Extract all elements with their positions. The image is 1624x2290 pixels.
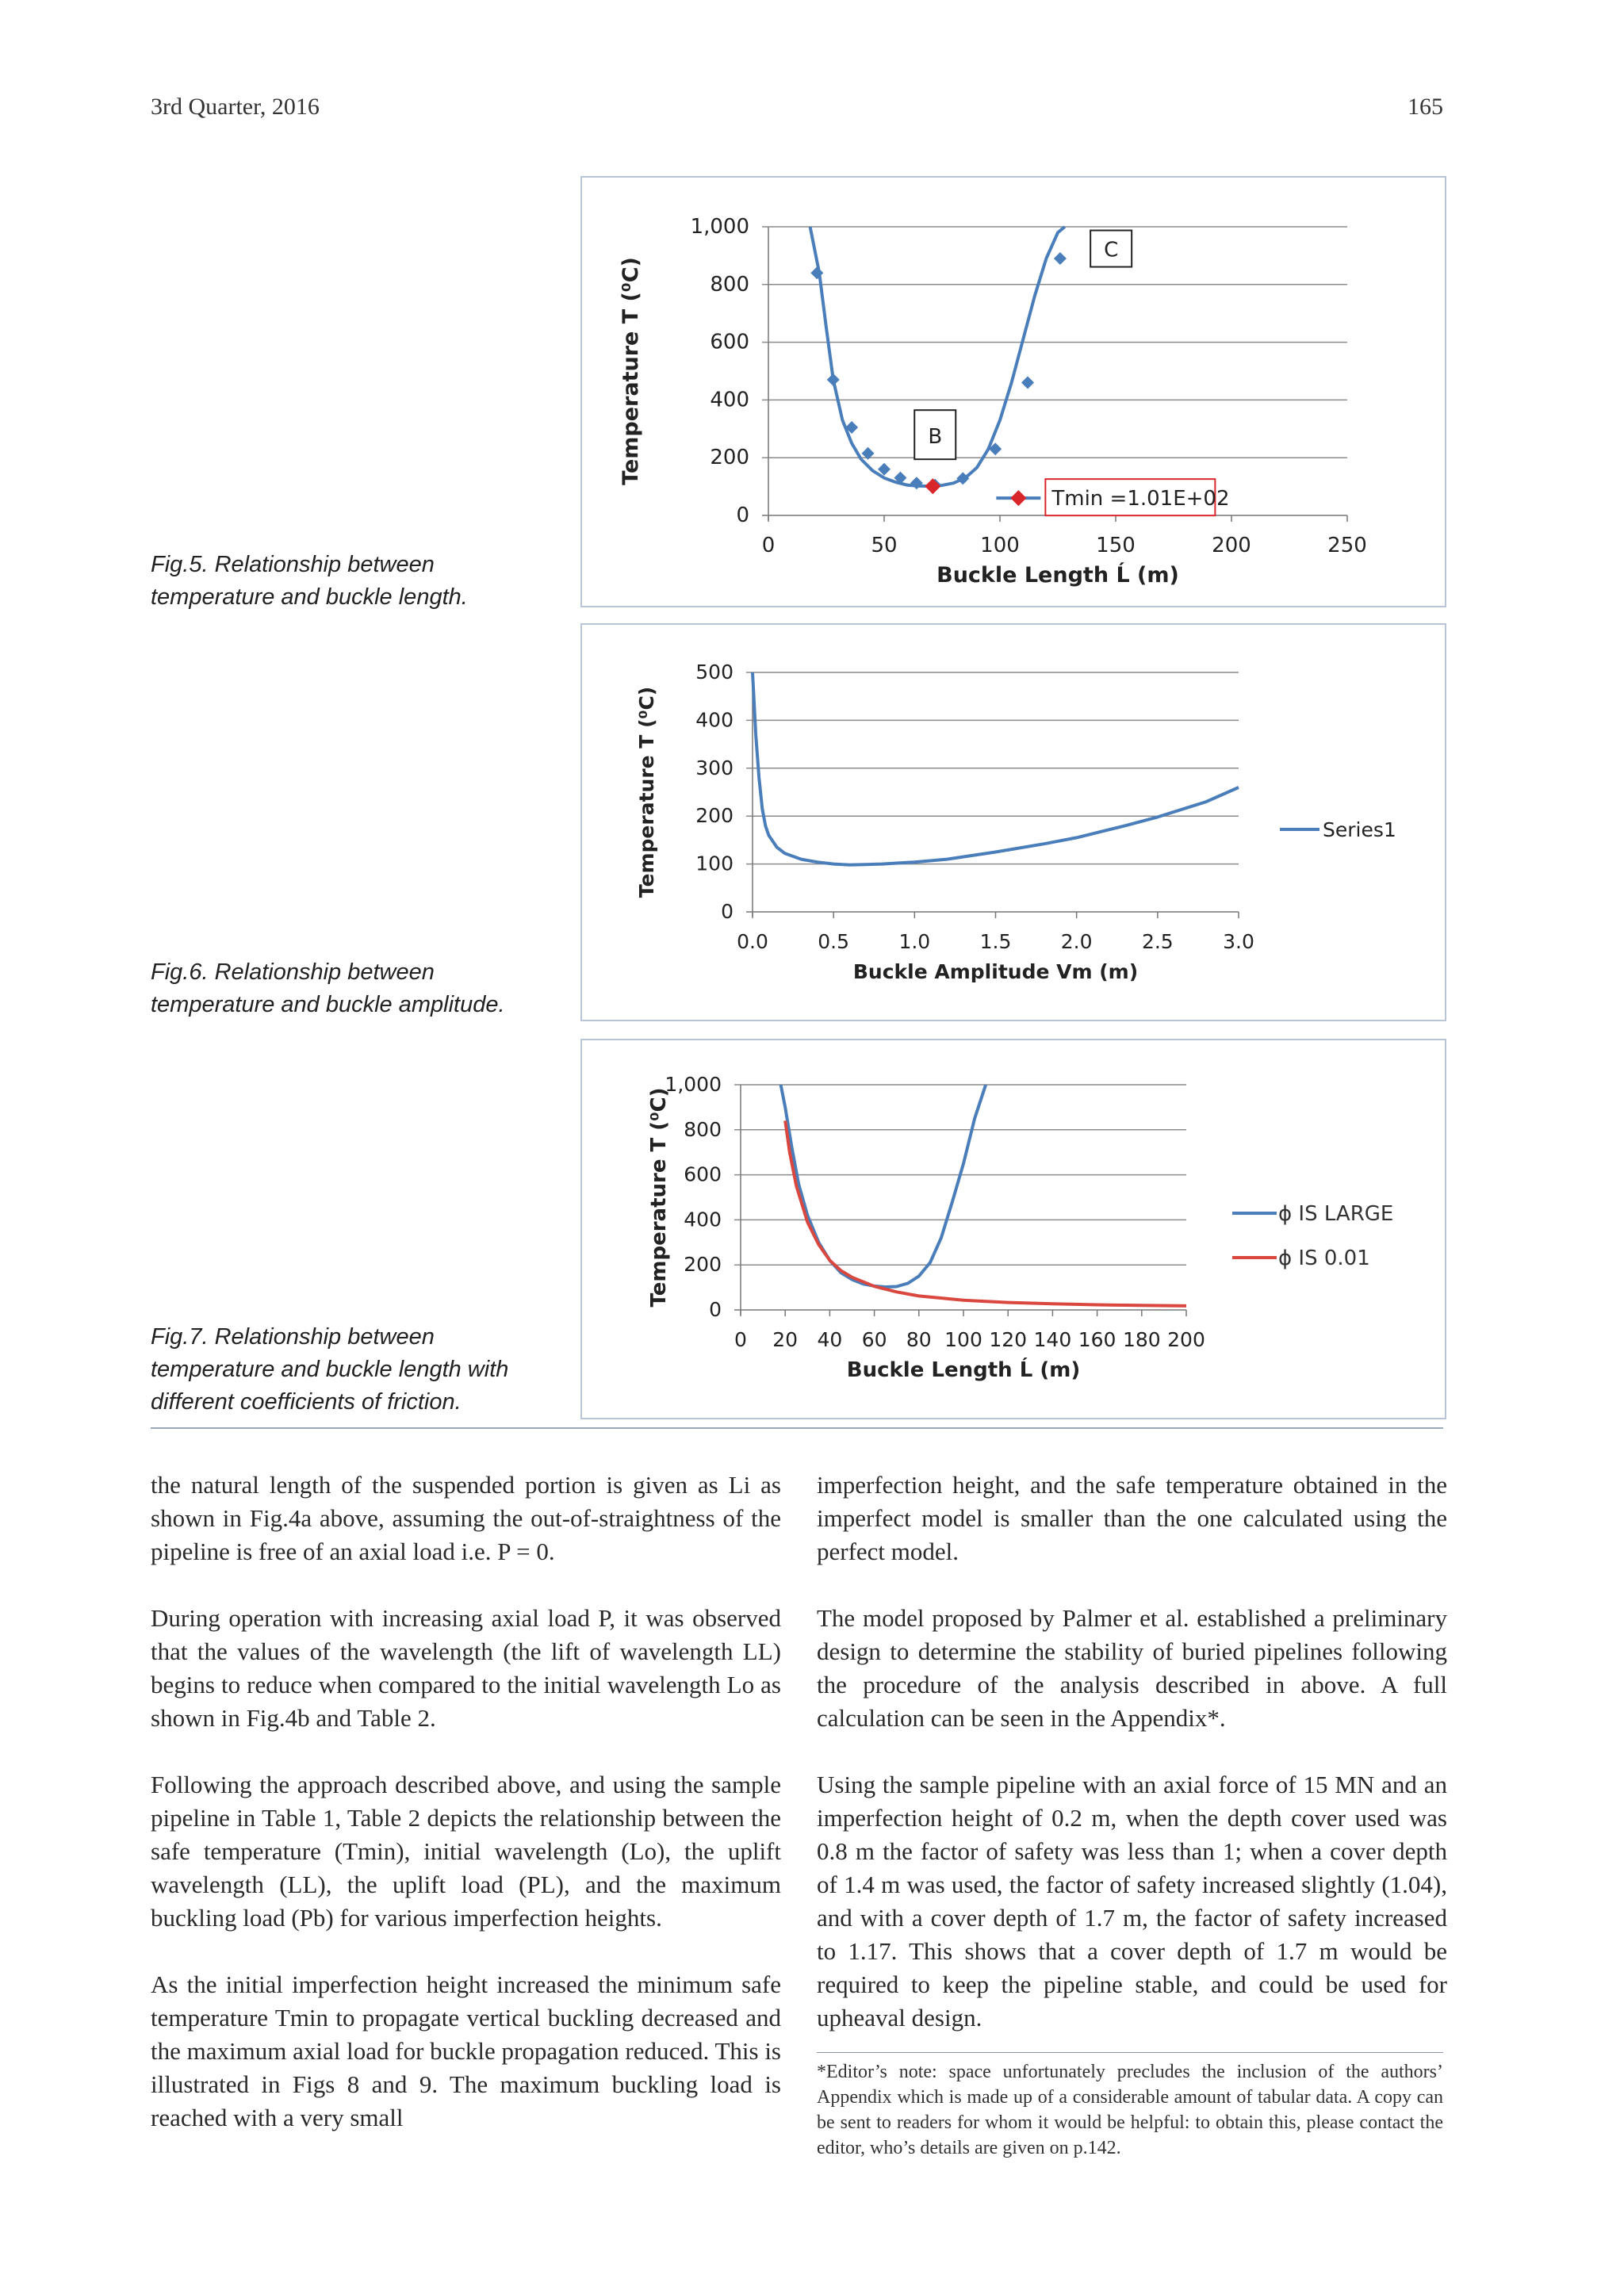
x-tick-label: 180 <box>1122 1328 1161 1351</box>
y-tick-label: 200 <box>684 1253 722 1277</box>
x-tick-label: 140 <box>1033 1328 1072 1351</box>
paragraph: the natural length of the suspended portion is given as Li as shown in Fig.4a above, assuming the out-of-straightness of the pipeline is free of an axial load i.e. P = 0. <box>151 1471 781 1565</box>
chart-temperature-vs-amplitude <box>582 625 1445 1020</box>
y-tick-label: 0 <box>721 900 733 923</box>
caption-line: Fig.5. Relationship between <box>151 552 435 577</box>
x-tick-label: 60 <box>861 1328 887 1351</box>
figure-7 <box>580 1039 1446 1419</box>
annotation-b: B <box>928 425 943 450</box>
x-tick-label: 0 <box>734 1328 747 1351</box>
running-header: 3rd Quarter, 2016 <box>151 94 320 120</box>
y-axis-label: Temperature T (⁰C) <box>619 257 643 485</box>
caption-line: temperature and buckle amplitude. <box>151 992 505 1017</box>
y-tick-label: 1,000 <box>690 215 749 239</box>
tmin-point <box>925 478 940 494</box>
series-line <box>781 1085 986 1287</box>
caption-line: temperature and buckle length. <box>151 584 468 610</box>
y-tick-label: 0 <box>709 1298 722 1321</box>
y-tick-label: 400 <box>684 1208 722 1231</box>
y-tick-label: 200 <box>710 446 749 470</box>
y-tick-label: 600 <box>684 1162 722 1186</box>
y-tick-label: 400 <box>710 388 749 412</box>
figure-6 <box>580 623 1446 1021</box>
paragraph: The model proposed by Palmer et al. established a preliminary design to determine the stability of buried pipelines following the procedure of the analysis described in above. A full calculation can be seen in the Appendix*. <box>817 1604 1447 1732</box>
chart-temperature-vs-length <box>582 178 1445 606</box>
figure-6-caption <box>151 956 563 1021</box>
y-tick-label: 600 <box>710 330 749 354</box>
y-tick-label: 400 <box>695 708 733 732</box>
x-tick-label: 100 <box>980 534 1020 557</box>
x-tick-label: 0.5 <box>818 930 850 953</box>
paragraph: As the initial imperfection height increased the minimum safe temperature Tmin to propagate vertical buckling decreased and the maximum axial load for buckle propagation reduced. This is illustrated in Figs 8 and 9. The maximum buckling load is reached with a very small <box>151 1970 781 2131</box>
legend-label: Series1 <box>1323 818 1396 841</box>
y-tick-label: 300 <box>695 756 733 779</box>
right-column <box>817 1469 1447 2068</box>
y-tick-label: 0 <box>736 504 749 527</box>
x-tick-label: 80 <box>906 1328 932 1351</box>
series-line <box>785 1120 1186 1306</box>
x-tick-label: 40 <box>817 1328 843 1351</box>
paragraph: Following the approach described above, and using the sample pipeline in Table 1, Table 2 depicts the relationship between the safe temperature (Tmin), initial wavelength (Lo), the uplift wavelength (LL), the uplift load (PL), and the maximum buckling load (Pb) for various imperfection heights. <box>151 1771 781 1932</box>
y-axis-label: Temperature T (⁰C) <box>635 686 658 898</box>
data-point <box>1021 377 1034 389</box>
x-tick-label: 250 <box>1327 534 1367 557</box>
legend-label: Tmin =1.01E+02 <box>1051 487 1230 511</box>
caption-line: Fig.7. Relationship between <box>151 1324 435 1350</box>
x-tick-label: 160 <box>1078 1328 1116 1351</box>
section-divider <box>151 1427 1443 1429</box>
legend-marker <box>1010 490 1026 506</box>
x-tick-label: 100 <box>944 1328 982 1351</box>
legend-label: ϕ IS LARGE <box>1278 1202 1394 1226</box>
left-column <box>151 1469 781 2168</box>
legend-label: ϕ IS 0.01 <box>1278 1246 1370 1270</box>
y-tick-label: 200 <box>695 804 733 828</box>
x-tick-label: 200 <box>1212 534 1251 557</box>
y-tick-label: 800 <box>684 1117 722 1141</box>
x-tick-label: 200 <box>1167 1328 1205 1351</box>
y-tick-label: 100 <box>695 852 733 875</box>
annotation-c: C <box>1104 238 1119 262</box>
x-tick-label: 50 <box>871 534 898 557</box>
y-axis-label: Temperature T (⁰C) <box>647 1087 671 1308</box>
figure-5 <box>580 176 1446 607</box>
y-tick-label: 800 <box>710 272 749 297</box>
x-axis-label: Buckle Length Ĺ (m) <box>846 1358 1081 1382</box>
x-axis-label: Buckle Amplitude Vm (m) <box>852 960 1139 983</box>
data-point <box>827 373 840 386</box>
x-tick-label: 150 <box>1096 534 1136 557</box>
editor-note: *Editor’s note: space unfortunately precludes the inclusion of the authors’ Appendix which is made up of a considerable amount of tabular data. A copy can be sent to readers for whom it would be helpful: to obtain this, please contact the editor, who’s details are given on p.142. <box>817 2052 1443 2161</box>
paragraph: Using the sample pipeline with an axial force of 15 MN and an imperfection height of 0.2 m, when the depth cover used was 0.8 m the factor of safety was less than 1; when a cover depth of 1.4 m was used, the factor of safety increased slightly (1.04), and with a cover depth of 1.7 m, the factor of safety increased to 1.17. This shows that a cover depth of 1.7 m would be required to keep the pipeline stable, and could be used for upheaval design. <box>817 1771 1447 2032</box>
x-tick-label: 2.0 <box>1060 930 1093 953</box>
chart-temperature-vs-length-friction <box>582 1040 1445 1418</box>
x-tick-label: 1.5 <box>979 930 1012 953</box>
x-tick-label: 2.5 <box>1141 930 1174 953</box>
y-tick-label: 500 <box>695 661 733 684</box>
x-tick-label: 20 <box>772 1328 799 1351</box>
x-tick-label: 120 <box>989 1328 1028 1351</box>
caption-line: different coefficients of friction. <box>151 1389 462 1415</box>
figure-5-caption <box>151 549 563 614</box>
page-number: 165 <box>1408 94 1443 120</box>
x-tick-label: 3.0 <box>1223 930 1254 953</box>
paragraph: imperfection height, and the safe temperature obtained in the imperfect model is smaller than the one calculated using the perfect model. <box>817 1471 1447 1565</box>
paragraph: During operation with increasing axial load P, it was observed that the values of the wavelength (the lift of wavelength LL) begins to reduce when compared to the initial wavelength Lo as shown in Fig.4b and Table 2. <box>151 1604 781 1732</box>
x-tick-label: 0 <box>761 534 776 557</box>
x-tick-label: 0.0 <box>737 930 768 953</box>
figure-7-caption <box>151 1321 563 1419</box>
y-tick-label: 1,000 <box>665 1073 722 1096</box>
x-tick-label: 1.0 <box>898 930 931 953</box>
data-point <box>1054 252 1067 265</box>
caption-line: temperature and buckle length with <box>151 1357 509 1382</box>
x-axis-label: Buckle Length Ĺ (m) <box>936 563 1179 588</box>
caption-line: Fig.6. Relationship between <box>151 959 435 985</box>
